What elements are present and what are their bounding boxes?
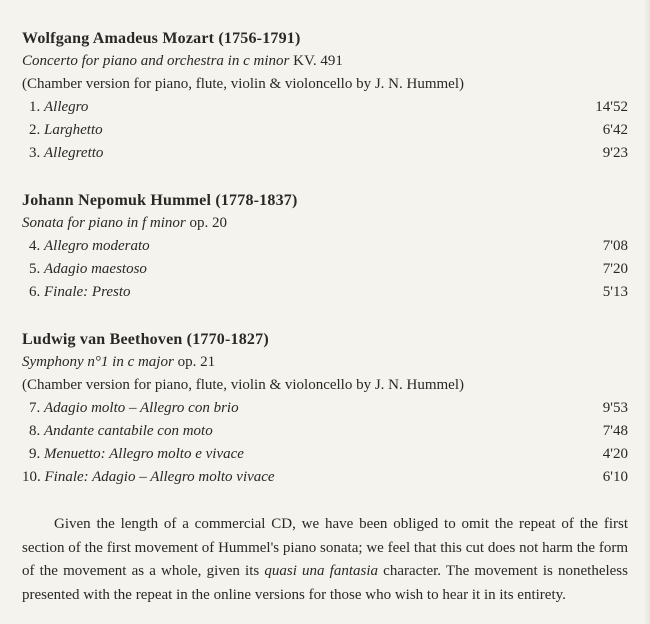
track-title: Allegro moderato [44,238,150,254]
track-number: 7. [29,400,41,416]
track-number: 8. [29,423,41,439]
work-catalog: KV. 491 [289,53,343,69]
track-title: Larghetto [44,122,103,138]
paragraph-text-end: character. The movement is nonetheless presented with the repeat in the online versions for those who wish to hear it in its entirety. [22,563,628,603]
work-title [22,351,628,374]
track-number: 5. [29,261,41,277]
track-title: Adagio molto – Allegro con brio [44,400,239,416]
track-duration: 4'20 [602,446,628,462]
program-section-hummel [22,189,628,304]
track-row [22,258,628,281]
track-duration: 6'10 [602,469,628,485]
track-duration: 9'23 [602,145,628,161]
composer-heading: Wolfgang Amadeus Mozart (1756-1791) [22,30,301,47]
arrangement-note: (Chamber version for piano, flute, violin & violoncello by J. N. Hummel) [22,76,465,92]
track-number: 3. [29,145,41,161]
program-section-beethoven [22,328,628,489]
track-number: 2. [29,122,41,138]
track-title: Finale: Adagio – Allegro molto vivace [44,469,275,485]
track-row [22,281,628,304]
work-title-italic: Concerto for piano and orchestra in c minor [22,53,290,69]
track-row [22,420,628,443]
track-row [22,397,628,420]
track-number: 10. [22,469,41,485]
editorial-note-paragraph [22,513,628,607]
track-row [22,466,628,489]
track-number: 9. [29,446,41,462]
track-duration: 7'20 [602,261,628,277]
work-title [22,212,628,235]
paragraph-text-start: Given the length of a commercial CD, we have been obliged to omit the repeat of the first section of the first movement of Hummel's piano sonata; we feel that this cut does not harm the form of the movement as a whole, given its [22,516,628,579]
track-row [22,119,628,142]
track-title: Adagio maestoso [44,261,147,277]
track-number: 4. [29,238,41,254]
track-duration: 9'53 [602,400,628,416]
booklet-page [22,27,628,607]
composer-heading: Ludwig van Beethoven (1770-1827) [22,331,269,348]
track-row [22,142,628,165]
track-title: Allegro [44,99,89,115]
work-catalog: op. 20 [185,215,228,231]
track-duration: 6'42 [602,122,628,138]
track-duration: 14'52 [595,99,628,115]
track-title: Andante cantabile con moto [44,423,213,439]
track-number: 6. [29,284,41,300]
track-number: 1. [29,99,41,115]
track-duration: 7'48 [602,423,628,439]
track-duration: 5'13 [602,284,628,300]
program-section-mozart [22,27,628,165]
work-catalog: op. 21 [173,354,216,370]
work-title-italic: Sonata for piano in f minor [22,215,186,231]
work-title-italic: Symphony n°1 in c major [22,354,174,370]
track-row [22,443,628,466]
track-row [22,96,628,119]
track-duration: 7'08 [602,238,628,254]
track-title: Menuetto: Allegro molto e vivace [44,446,244,462]
composer-heading: Johann Nepomuk Hummel (1778-1837) [22,192,298,209]
page-edge-shadow [644,0,650,624]
track-title: Finale: Presto [44,284,131,300]
paragraph-italic-phrase: quasi una fantasia [264,563,379,579]
arrangement-note: (Chamber version for piano, flute, violin & violoncello by J. N. Hummel) [22,377,465,393]
track-title: Allegretto [44,145,104,161]
track-row [22,235,628,258]
work-title [22,50,628,73]
